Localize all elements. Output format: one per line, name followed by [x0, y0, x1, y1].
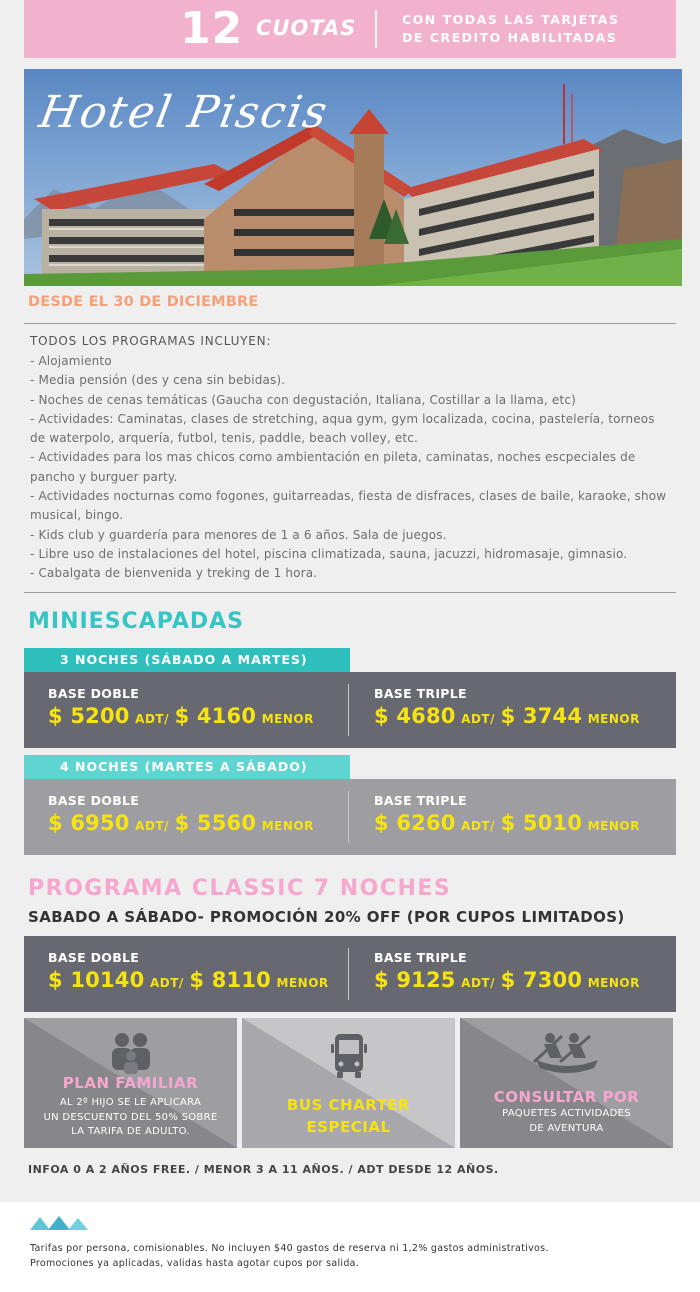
adventure-desc-line-1: PAQUETES ACTIVIDADES: [502, 1108, 631, 1119]
minor-unit: MENOR: [587, 712, 640, 726]
classic-subtitle: SABADO A SÁBADO- PROMOCIÓN 20% OFF (POR CUPOS LIMITADOS): [28, 908, 625, 926]
base-label: BASE TRIPLE: [374, 793, 467, 808]
adventure-tile: [460, 1018, 673, 1148]
price-box-3-nights: [24, 672, 676, 748]
price-divider: [348, 791, 349, 843]
installments-banner: [24, 0, 676, 58]
disclaimer: [30, 1242, 549, 1271]
hotel-photo: [24, 69, 682, 286]
adult-price: $ 5200: [48, 704, 130, 728]
minor-price: $ 5560: [174, 811, 257, 835]
base-triple: [374, 950, 640, 992]
list-item: - Alojamiento: [30, 354, 112, 368]
adventure-title: CONSULTAR POR: [493, 1088, 640, 1106]
base-label: BASE DOBLE: [48, 950, 140, 965]
adult-unit: ADT/: [149, 976, 184, 990]
base-label: BASE TRIPLE: [374, 686, 467, 701]
divider: [24, 323, 676, 324]
list-item: - Actividades nocturnas como fogones, guitarreadas, fiesta de disfraces, clases de baile, karaoke, show musical, bingo.: [30, 489, 667, 523]
adult-price: $ 10140: [48, 968, 145, 992]
family-desc-line-3: LA TARIFA DE ADULTO.: [71, 1126, 190, 1137]
minor-price: $ 5010: [500, 811, 583, 835]
list-item: - Media pensión (des y cena sin bebidas).: [30, 373, 286, 388]
list-item: - Actividades para los mas chicos como ambientación en pileta, caminatas, noches escpeciales de pancho y burguer party.: [30, 450, 636, 484]
includes-list: [30, 352, 670, 584]
price-divider: [348, 684, 349, 736]
minor-price: $ 8110: [189, 968, 271, 992]
bus-icon: [331, 1032, 367, 1080]
mountains-logo-icon: [30, 1215, 88, 1231]
miniescapadas-title: MINIESCAPADAS: [28, 609, 244, 634]
bus-title-line-1: BUS CHARTER: [286, 1096, 411, 1114]
family-plan-tile: [24, 1018, 237, 1148]
minor-unit: MENOR: [276, 976, 329, 990]
adult-unit: ADT/: [135, 819, 169, 833]
cards-line-2: DE CREDITO HABILITADAS: [402, 30, 618, 45]
adult-price: $ 4680: [374, 704, 456, 728]
minor-unit: MENOR: [587, 819, 640, 833]
minor-unit: MENOR: [261, 819, 314, 833]
list-item: - Kids club y guardería para menores de 1 a 6 años. Sala de juegos.: [30, 527, 447, 542]
base-label: BASE DOBLE: [48, 686, 140, 701]
adventure-desc: [460, 1107, 673, 1136]
installments-number: 12: [180, 3, 244, 54]
price-line: [48, 811, 314, 835]
divider: [24, 592, 676, 593]
hotel-name: Hotel Piscis: [35, 87, 333, 138]
adult-price: $ 9125: [374, 968, 456, 992]
bus-title-line-2: ESPECIAL: [306, 1118, 391, 1136]
family-plan-title: PLAN FAMILIAR: [62, 1074, 199, 1092]
minor-price: $ 4160: [174, 704, 257, 728]
bus-charter-title: [242, 1094, 455, 1138]
option-4-nights-tab: 4 NOCHES (MARTES A SÁBADO): [24, 755, 350, 779]
disclaimer-line-2: Promociones ya aplicadas, validas hasta agotar cupos por salida.: [30, 1257, 360, 1269]
cards-text: [402, 11, 619, 47]
option-3-nights-tab: 3 NOCHES (SÁBADO A MARTES): [24, 648, 350, 672]
price-line: [48, 704, 314, 728]
adventure-desc-line-2: DE AVENTURA: [529, 1122, 604, 1134]
includes-title: TODOS LOS PROGRAMAS INCLUYEN:: [30, 334, 272, 348]
price-divider: [348, 948, 349, 1000]
disclaimer-line-1: Tarifas por persona, comisionables. No incluyen $40 gastos de reserva ni 1,2% gastos administrativos.: [30, 1243, 549, 1254]
base-doble: [48, 950, 329, 992]
classic-title: PROGRAMA CLASSIC 7 NOCHES: [28, 876, 452, 901]
price-box-4-nights: [24, 779, 676, 855]
family-plan-desc: [24, 1096, 237, 1140]
list-item: - Actividades: Caminatas, clases de stretching, aqua gym, gym localizada, cocina, pastelería, torneos de waterpolo, arquería, futbol, tenis, paddle, beach volley, etc.: [30, 411, 655, 446]
base-triple: [374, 686, 640, 728]
base-triple: [374, 793, 640, 835]
rafting-icon: [532, 1032, 602, 1076]
price-line: [374, 704, 640, 728]
installments-word: CUOTAS: [256, 16, 357, 40]
price-line: [374, 968, 640, 992]
list-item: - Libre uso de instalaciones del hotel, piscina climatizada, sauna, jacuzzi, hidromasaje, gimnasio.: [30, 546, 628, 561]
start-date: DESDE EL 30 DE DICIEMBRE: [28, 294, 259, 310]
ages-note: INFOA 0 A 2 AÑOS FREE. / MENOR 3 A 11 AÑOS. / ADT DESDE 12 AÑOS.: [28, 1163, 499, 1176]
adult-unit: ADT/: [461, 712, 495, 726]
family-desc-line-1: AL 2º HIJO SE LE APLICARA: [59, 1097, 202, 1108]
base-doble: [48, 793, 314, 835]
price-line: [48, 968, 329, 992]
footer: [0, 1202, 700, 1292]
price-box-classic: [24, 936, 676, 1012]
family-desc-line-2: UN DESCUENTO DEL 50% SOBRE: [43, 1111, 218, 1123]
adult-unit: ADT/: [461, 976, 495, 990]
adult-price: $ 6260: [374, 811, 456, 835]
minor-unit: MENOR: [261, 712, 314, 726]
adult-price: $ 6950: [48, 811, 130, 835]
base-doble: [48, 686, 314, 728]
list-item: - Noches de cenas temáticas (Gaucha con degustación, Italiana, Costillar a la llama, etc): [30, 392, 576, 407]
minor-unit: MENOR: [587, 976, 640, 990]
base-label: BASE TRIPLE: [374, 950, 467, 965]
cards-line-1: CON TODAS LAS TARJETAS: [402, 12, 620, 27]
minor-price: $ 7300: [500, 968, 583, 992]
minor-price: $ 3744: [500, 704, 583, 728]
bus-charter-tile: [242, 1018, 455, 1148]
family-icon: [106, 1032, 156, 1074]
list-item: - Cabalgata de bienvenida y treking de 1 hora.: [30, 566, 318, 581]
banner-divider: [375, 10, 377, 48]
adult-unit: ADT/: [461, 819, 495, 833]
price-line: [374, 811, 640, 835]
base-label: BASE DOBLE: [48, 793, 140, 808]
adult-unit: ADT/: [135, 712, 169, 726]
